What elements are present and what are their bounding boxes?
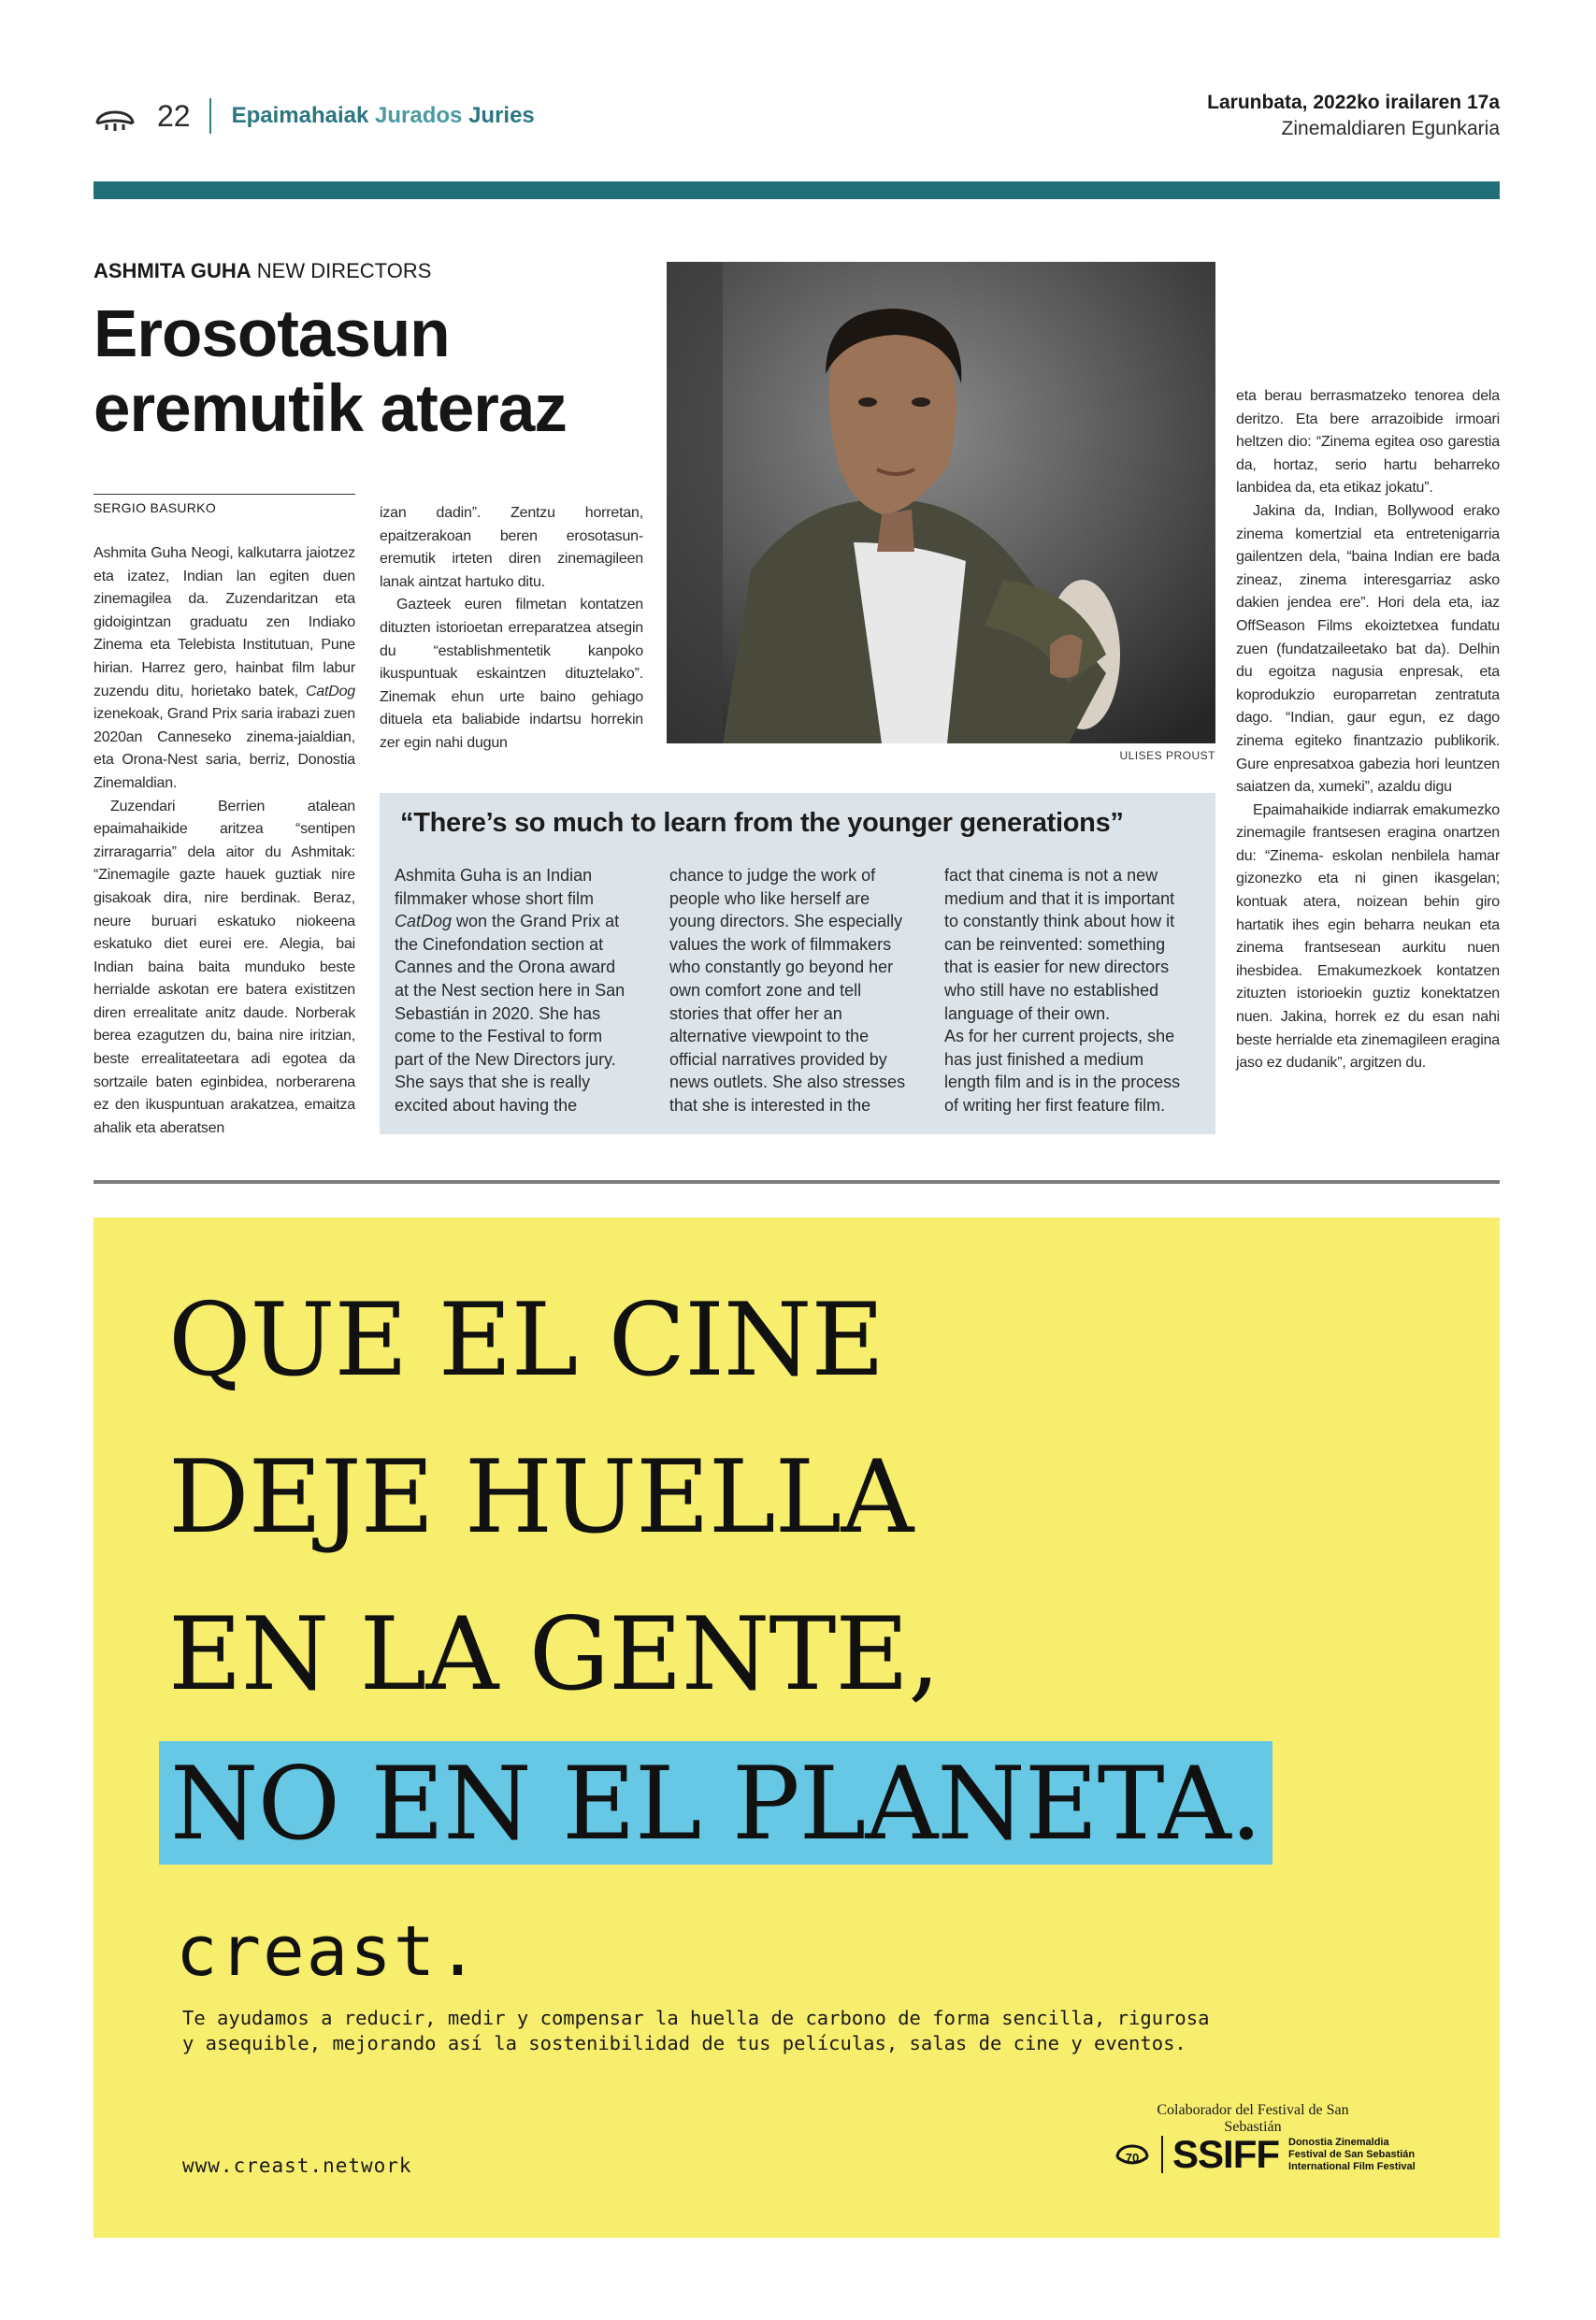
article-column-1 — [93, 542, 355, 1140]
section-es: Jurados — [375, 103, 463, 128]
logo-divider — [1161, 2136, 1163, 2173]
creast-logo: creast. — [176, 1911, 481, 1992]
article-headline — [93, 297, 654, 447]
anniversary-70-icon — [1114, 2137, 1150, 2172]
article-bottom-rule — [93, 1180, 1500, 1184]
text-run: Ashmita Guha is an Indian filmmaker whose short film — [395, 866, 595, 908]
header-right — [1207, 92, 1500, 140]
ad-slogan-line-1: QUE EL CINE — [168, 1282, 884, 1399]
section-title — [232, 103, 535, 129]
festival-name-eu: Donostia Zinemaldia — [1288, 2136, 1389, 2148]
paragraph: eta berau berrasmatzeko tenorea dela deritzo. Eta bere arrazoibide irmoari heltzen dio: “Zinema egitea oso garestia da, hortaz, serio hartu beharreko lanbidea da, eta etikaz jokatu”. — [1236, 388, 1500, 497]
paragraph: Zuzendari Berrien atalean epaimahaikide aritzea “sentipen zirraragarria” dela aitor du Ashmitak: “Zinemagile gazte hauek guztiak nire gisakoak dira, nire berdinak. Beraz, neure buruari eskatuko niokeena eskatuko diet eurei ere. Alegia, bai Indian baina baita munduko beste herrialde askotan ere batera existitzen diren errealitate anitz daude. Norberak berea ezagutzen du, baina nire iritzian, beste errealitateetara adi egotea da sortzaile baten eginbidea, norberarena ez den ikuspuntuan arakatzea, emaitza ahalik eta aberatsen — [93, 798, 355, 1136]
article-kicker — [93, 259, 431, 283]
collaborator-label: Colaborador del Festival de San Sebastián — [1157, 2102, 1349, 2135]
pull-quote: “There’s so much to learn from the younger generations” — [400, 808, 1124, 838]
film-title: CatDog — [395, 912, 453, 931]
text-run: won the Grand Prix at the Cinefondation section at Cannes and the Orona award at the Nest section here in San Sebastián in 2020. She has come to the Festival to form part of the New Directors jury. She says that she is really excited about having the — [395, 912, 625, 1115]
ad-description-line-1: Te ayudamos a reducir, medir y compensar la huella de carbono de forma sencilla, rigurosa — [182, 2007, 1210, 2029]
paragraph: izan dadin”. Zentzu horretan, epaitzerakoan beren erosotasun-eremutik irteten diren zinemagileen lanak aintzat hartuko ditu. — [380, 505, 643, 590]
paragraph — [93, 542, 355, 796]
paper-name: Zinemaldiaren Egunkaria — [1281, 118, 1500, 139]
section-en: Juries — [468, 103, 535, 128]
ad-description-line-2: y asequible, mejorando así la sostenibilidad de tus películas, salas de cine y eventos. — [182, 2032, 1186, 2054]
summary-column-2: chance to judge the work of people who like herself are young directors. She especially values the work of filmmakers who constantly go beyond her own comfort zone and tell stories that offer her an alternative viewpoint to the official narratives provided by news outlets. She also stresses that she is interested in the — [669, 866, 906, 1115]
portrait-image — [667, 262, 1215, 743]
byline: SERGIO BASURKO — [93, 494, 355, 515]
header-rule — [93, 181, 1500, 199]
page-number: 22 — [157, 98, 191, 133]
ssiff-wordmark: SSIFF — [1172, 2132, 1280, 2176]
paragraph: fact that cinema is not a new medium and that it is important to constantly think about how it can be reinvented: something that is easier for new directors who still have no established language of their own. — [944, 866, 1175, 1023]
creast-advertisement — [93, 1218, 1500, 2238]
badge-number: 70 — [1125, 2151, 1140, 2165]
header-left — [93, 95, 535, 137]
summary-column-3 — [944, 864, 1184, 1117]
ad-slogan-line-3: EN LA GENTE, — [168, 1596, 940, 1713]
ad-slogan-highlight: NO EN EL PLANETA. — [159, 1741, 1272, 1865]
english-summary-box — [380, 793, 1215, 1134]
summary-column-1 — [395, 864, 634, 1117]
shell-logo-icon — [93, 99, 137, 133]
festival-name-es: Festival de San Sebastián — [1288, 2148, 1416, 2160]
text-run: Ashmita Guha Neogi, kalkutarra jaiotzez eta izatez, Indian lan egiten duen zinemagilea da. Zuzendaritzan eta gidoigintzan graduatu zen Indiako Zinema eta Telebista Institutuan, Pune hirian. Harrez gero, hainbat film labur zuzendu ditu, horietako batek, — [93, 545, 355, 699]
paragraph: Epaimahaikide indiarrak emakumezko zinemagile frantsesen eragina onartzen du: “Zinema- eskolan nenbilela hamar gizonezko eta ni ginen ikasgelan; kontuak atera, noizean behin giro hartatik ihes egin beharra neukan eta zinema frantsesean aurkitu nuen ihesbidea. Emakumezkoek kontatzen zituzten istorioekin guztiz konektatzen nuen. Jakina, horrek ez du esan nahi beste herrialde eta zinemagileen eragina jaso ez dudanik”, argitzen du. — [1236, 801, 1500, 1072]
paragraph: Gazteek euren filmetan kontatzen dituzten istorioetan erreparatzea atsegin du “establishmentetik kanpoko ikuspuntuak eskaintzen dituztelako”. Zinemak ehun urte baino gehiago dituela eta baliabide indartsu horrekin zer egin nahi dugun — [380, 597, 643, 751]
section-eu: Epaimahaiak — [231, 103, 369, 128]
paragraph: As for her current projects, she has just finished a medium length film and is in the process of writing her first feature film. — [944, 1027, 1181, 1115]
ad-website-link[interactable]: www.creast.network — [182, 2154, 412, 2177]
photo-credit: ULISES PROUST — [1119, 749, 1215, 762]
article-column-2 — [380, 502, 643, 756]
festival-names — [1288, 2137, 1416, 2173]
kicker-name: ASHMITA GUHA — [93, 259, 252, 282]
header-divider — [209, 98, 211, 134]
ad-description — [182, 2006, 1360, 2056]
festival-name-en: International Film Festival — [1288, 2160, 1416, 2172]
issue-date: Larunbata, 2022ko irailaren 17a — [1207, 92, 1500, 113]
paragraph: Jakina da, Indian, Bollywood erako zinema komertzial eta entretenigarria gailentzen dela, “baina Indian ere bada zineaz, zinema interesgarriaz asko dakien jendea ere”. Hori dela eta, iaz OffSeason Films ekoiztetxea fundatu zuen (fundatzaileetako bat da). Delhin du egoitza nagusia enpresak, eta koprodukzio europarretan zentratuta dago. “Indian, gaur egun, ez dago zinema egiteko finantzazio publikorik. Gure enpresatxoa gabezia hori leuntzen saiatzen da, xumeki”, azaldu digu — [1236, 502, 1500, 796]
ssiff-logo — [1114, 2128, 1416, 2181]
headline-line-2: eremutik ateraz — [93, 372, 567, 446]
ad-slogan-line-2: DEJE HUELLA — [168, 1439, 913, 1556]
article-column-4 — [1236, 385, 1500, 1075]
kicker-section: NEW DIRECTORS — [256, 259, 432, 282]
headline-line-1: Erosotasun — [93, 297, 450, 371]
film-title: CatDog — [305, 683, 355, 699]
text-run: izenekoak, Grand Prix saria irabazi zuen 2020an Canneseko zinema-jaialdian, eta Orona-Nest saria, berriz, Donostia Zinemaldian. — [93, 706, 355, 791]
portrait-photo — [667, 262, 1215, 743]
